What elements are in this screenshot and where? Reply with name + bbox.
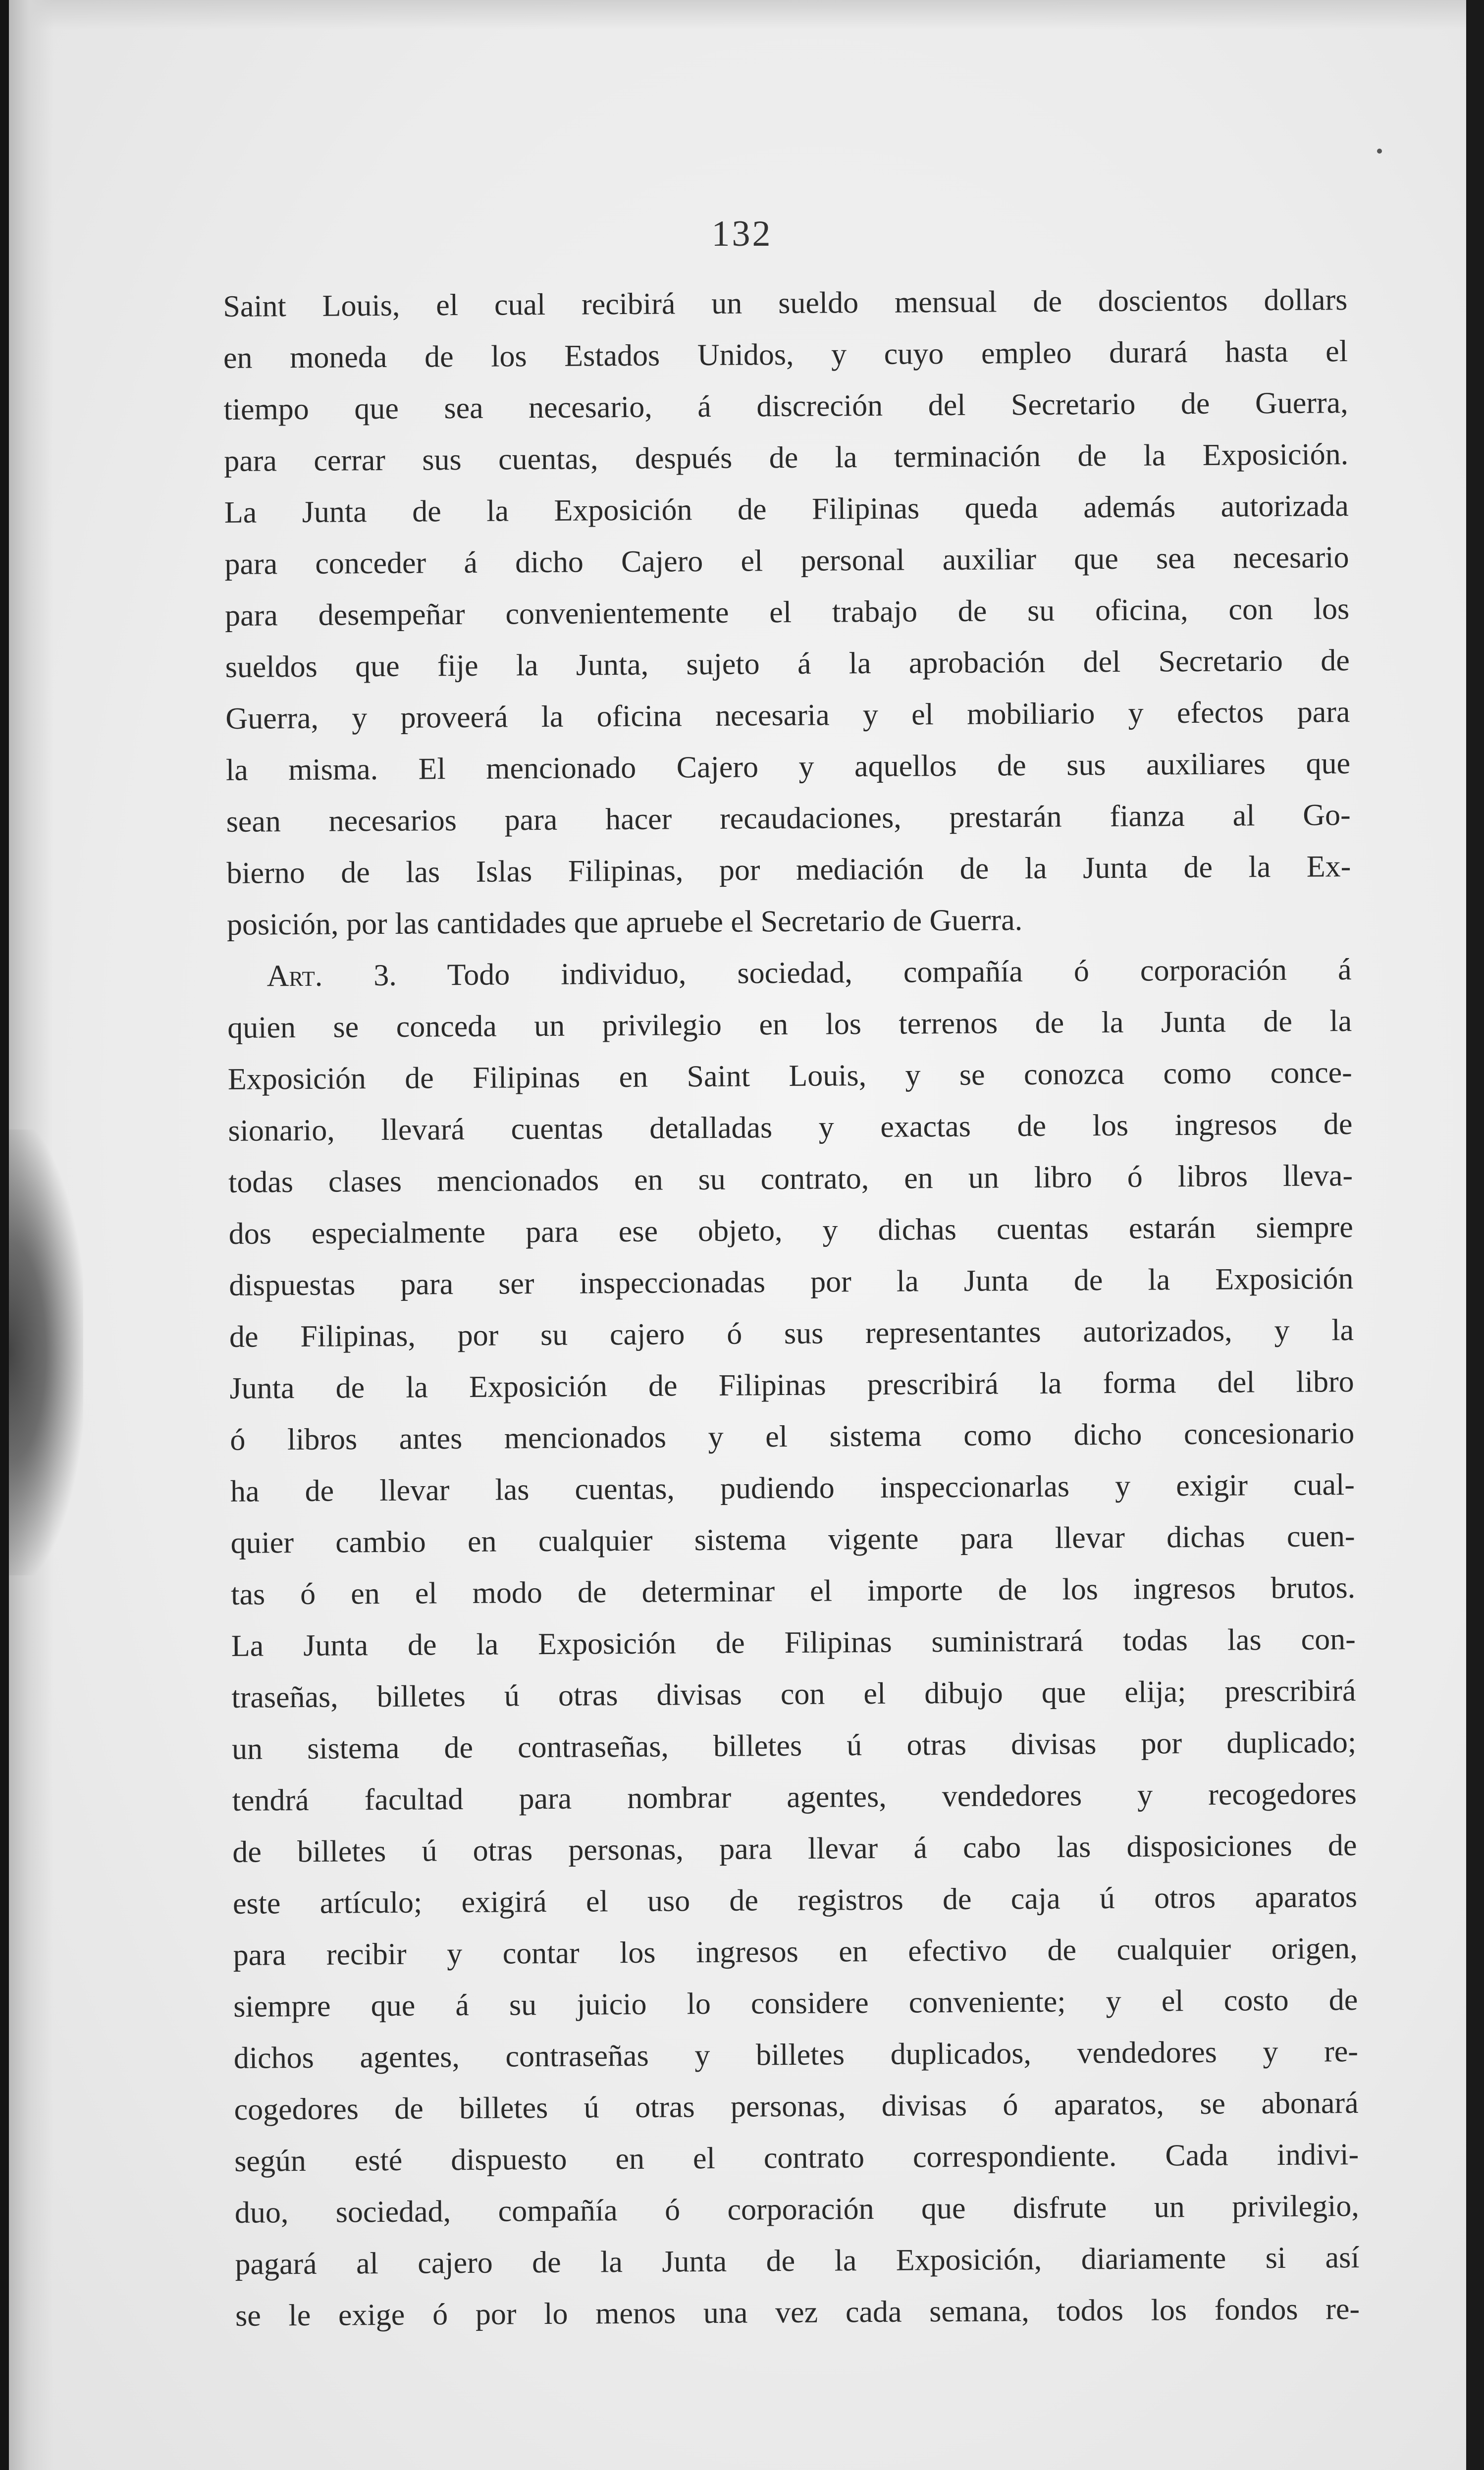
text-line: La Junta de la Exposición de Filipinas queda además autorizada: [224, 489, 1349, 530]
text-line: Saint Louis, el cual recibirá un sueldo mensual de doscientos dollars: [223, 283, 1348, 323]
text-line: sean necesarios para hacer recaudaciones, prestarán fianza al Go-: [226, 798, 1351, 839]
article-text: 3. Todo individuo, sociedad, compañía ó corporación á: [373, 953, 1352, 993]
text-line: duo, sociedad, compañía ó corporación que disfrute un privilegio,: [234, 2189, 1360, 2230]
text-line: este artículo; exigirá el uso de registros de caja ú otros aparatos: [232, 1880, 1358, 1921]
text-line: para cerrar sus cuentas, después de la terminación de la Exposición.: [224, 437, 1349, 478]
text-line: La Junta de la Exposición de Filipinas suministrará todas las con-: [231, 1622, 1356, 1663]
text-line: de Filipinas, por su cajero ó sus representantes autorizados, y la: [229, 1313, 1354, 1354]
text-line: dispuestas para ser inspeccionadas por la Junta de la Exposición: [229, 1262, 1354, 1302]
text-line: cogedores de billetes ú otras personas, divisas ó aparatos, se abonará: [234, 2086, 1359, 2127]
text-line: quier cambio en cualquier sistema vigente para llevar dichas cuen-: [230, 1519, 1355, 1560]
text-line: ó libros antes mencionados y el sistema como dicho concesionario: [230, 1416, 1355, 1457]
page-number: 132: [711, 214, 773, 254]
text-line: dos especialmente para ese objeto, y dichas cuentas estarán siempre: [228, 1210, 1353, 1251]
text-line: para conceder á dicho Cajero el personal auxiliar que sea necesario: [224, 540, 1349, 581]
text-line: bierno de las Islas Filipinas, por mediación de la Junta de la Ex-: [226, 850, 1351, 890]
text-line: para desempeñar convenientemente el trabajo de su oficina, con los: [224, 592, 1350, 633]
text-line: tas ó en el modo de determinar el importe de los ingresos brutos.: [231, 1571, 1356, 1611]
thumb-shadow: [9, 1129, 83, 1575]
text-line: dichos agentes, contraseñas y billetes duplicados, vendedores y re-: [233, 2035, 1359, 2075]
text-line: todas clases mencionados en su contrato, en un libro ó libros lleva-: [228, 1159, 1353, 1199]
text-line: siempre que á su juicio lo considere conveniente; y el costo de: [233, 1983, 1358, 2024]
body-text: [223, 274, 1360, 2333]
text-line: traseñas, billetes ú otras divisas con el dibujo que elija; prescribirá: [231, 1674, 1356, 1715]
text-line: Exposición de Filipinas en Saint Louis, y se conozca como conce-: [227, 1056, 1353, 1096]
text-line: Junta de la Exposición de Filipinas prescribirá la forma del libro: [229, 1365, 1354, 1405]
article-label: Art.: [266, 959, 323, 993]
text-line: ha de llevar las cuentas, pudiendo inspeccionarlas y exigir cual-: [230, 1468, 1355, 1508]
text-line: según esté dispuesto en el contrato correspondiente. Cada indivi-: [234, 2137, 1359, 2178]
text-line: Guerra, y proveerá la oficina necesaria y el mobiliario y efectos para: [225, 695, 1350, 736]
text-line: la misma. El mencionado Cajero y aquellos de sus auxiliares que: [225, 747, 1351, 787]
text-line: de billetes ú otras personas, para llevar á cabo las disposiciones de: [232, 1828, 1357, 1869]
text-line: en moneda de los Estados Unidos, y cuyo empleo durará hasta el: [223, 334, 1348, 375]
text-line: quien se conceda un privilegio en los terrenos de la Junta de la: [227, 1004, 1352, 1045]
text-line: se le exige ó por lo menos una vez cada semana, todos los fondos re-: [235, 2292, 1360, 2333]
text-line: un sistema de contraseñas, billetes ú otras divisas por duplicado;: [231, 1725, 1357, 1766]
text-line: posición, por las cantidades que apruebe el Secretario de Guerra.: [226, 903, 1023, 942]
top-shadow: [9, 0, 1475, 30]
right-dark-border: [1466, 0, 1484, 2470]
text-line: sueldos que fije la Junta, sujeto á la aprobación del Secretario de: [225, 644, 1350, 684]
text-line: tiempo que sea necesario, á discreción del Secretario de Guerra,: [223, 386, 1348, 427]
text-line: pagará al cajero de la Junta de la Exposición, diariamente si así: [235, 2240, 1360, 2281]
text-line: sionario, llevará cuentas detalladas y exactas de los ingresos de: [228, 1107, 1353, 1148]
text-line: tendrá facultad para nombrar agentes, vendedores y recogedores: [232, 1777, 1357, 1818]
speck-mark: [1377, 149, 1382, 154]
text-line: para recibir y contar los ingresos en efectivo de cualquier origen,: [233, 1932, 1358, 1972]
article-line: [227, 944, 1352, 1002]
